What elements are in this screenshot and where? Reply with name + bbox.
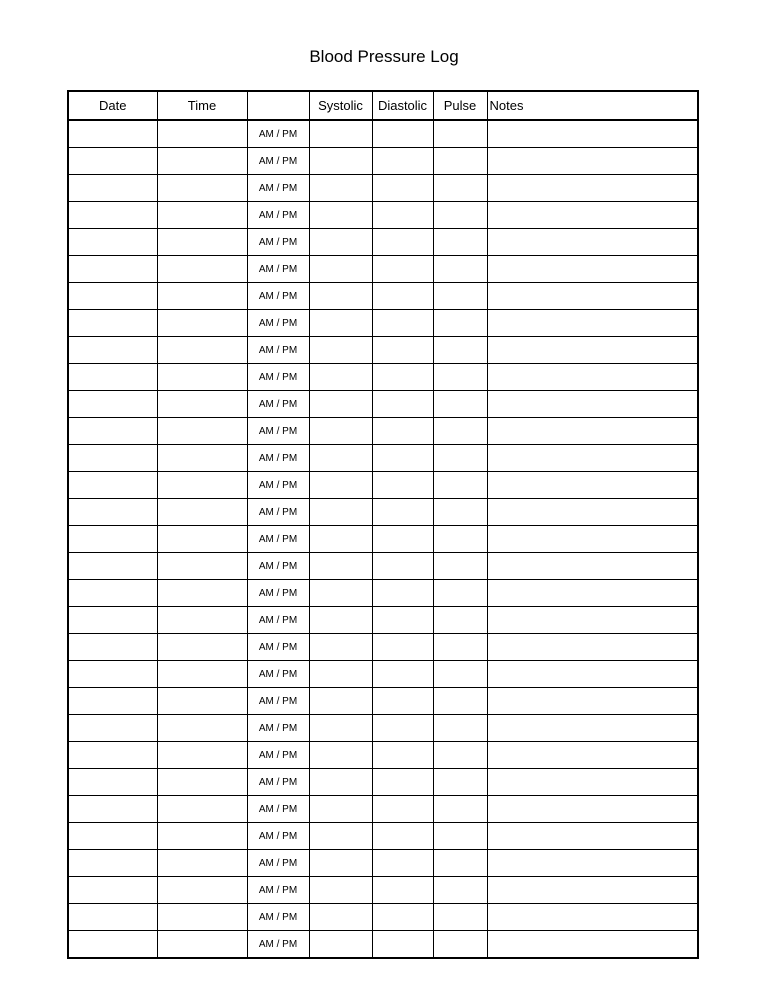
date-cell[interactable] (68, 877, 157, 904)
column-header-notes: Notes (487, 91, 698, 120)
time-cell[interactable] (157, 688, 247, 715)
date-cell[interactable] (68, 391, 157, 418)
diastolic-cell[interactable] (372, 850, 433, 877)
date-cell[interactable] (68, 742, 157, 769)
ampm-cell: AM / PM (247, 175, 309, 202)
ampm-cell: AM / PM (247, 391, 309, 418)
systolic-cell[interactable] (309, 202, 372, 229)
systolic-cell[interactable] (309, 120, 372, 148)
pulse-cell[interactable] (433, 256, 487, 283)
ampm-cell: AM / PM (247, 499, 309, 526)
table-row (68, 202, 698, 229)
time-cell[interactable] (157, 796, 247, 823)
column-header-date: Date (68, 91, 157, 120)
table-row (68, 688, 698, 715)
time-cell[interactable] (157, 229, 247, 256)
pulse-cell[interactable] (433, 229, 487, 256)
pulse-cell[interactable] (433, 120, 487, 148)
diastolic-cell[interactable] (372, 202, 433, 229)
pulse-cell[interactable] (433, 283, 487, 310)
notes-cell[interactable] (487, 796, 698, 823)
table-row (68, 634, 698, 661)
diastolic-cell[interactable] (372, 769, 433, 796)
notes-cell[interactable] (487, 580, 698, 607)
notes-cell[interactable] (487, 688, 698, 715)
systolic-cell[interactable] (309, 823, 372, 850)
pulse-cell[interactable] (433, 472, 487, 499)
date-cell[interactable] (68, 472, 157, 499)
pulse-cell[interactable] (433, 148, 487, 175)
time-cell[interactable] (157, 283, 247, 310)
notes-cell[interactable] (487, 877, 698, 904)
ampm-cell: AM / PM (247, 202, 309, 229)
pulse-cell[interactable] (433, 850, 487, 877)
date-cell[interactable] (68, 175, 157, 202)
time-cell[interactable] (157, 337, 247, 364)
diastolic-cell[interactable] (372, 120, 433, 148)
systolic-cell[interactable] (309, 931, 372, 959)
date-cell[interactable] (68, 607, 157, 634)
time-cell[interactable] (157, 526, 247, 553)
ampm-cell: AM / PM (247, 823, 309, 850)
systolic-cell[interactable] (309, 499, 372, 526)
diastolic-cell[interactable] (372, 445, 433, 472)
time-cell[interactable] (157, 715, 247, 742)
systolic-cell[interactable] (309, 580, 372, 607)
pulse-cell[interactable] (433, 904, 487, 931)
notes-cell[interactable] (487, 229, 698, 256)
date-cell[interactable] (68, 931, 157, 959)
pulse-cell[interactable] (433, 175, 487, 202)
ampm-cell: AM / PM (247, 553, 309, 580)
ampm-cell: AM / PM (247, 445, 309, 472)
systolic-cell[interactable] (309, 553, 372, 580)
systolic-cell[interactable] (309, 634, 372, 661)
diastolic-cell[interactable] (372, 391, 433, 418)
systolic-cell[interactable] (309, 526, 372, 553)
diastolic-cell[interactable] (372, 526, 433, 553)
date-cell[interactable] (68, 850, 157, 877)
time-cell[interactable] (157, 580, 247, 607)
diastolic-cell[interactable] (372, 283, 433, 310)
ampm-cell: AM / PM (247, 337, 309, 364)
ampm-cell: AM / PM (247, 688, 309, 715)
notes-cell[interactable] (487, 769, 698, 796)
table-row (68, 715, 698, 742)
date-cell[interactable] (68, 148, 157, 175)
ampm-cell: AM / PM (247, 769, 309, 796)
pulse-cell[interactable] (433, 796, 487, 823)
table-row (68, 769, 698, 796)
date-cell[interactable] (68, 904, 157, 931)
table-row (68, 823, 698, 850)
time-cell[interactable] (157, 499, 247, 526)
ampm-cell: AM / PM (247, 526, 309, 553)
table-row (68, 418, 698, 445)
blood-pressure-table (67, 90, 699, 959)
notes-cell[interactable] (487, 337, 698, 364)
date-cell[interactable] (68, 310, 157, 337)
date-cell[interactable] (68, 120, 157, 148)
diastolic-cell[interactable] (372, 418, 433, 445)
systolic-cell[interactable] (309, 877, 372, 904)
table-row (68, 526, 698, 553)
notes-cell[interactable] (487, 391, 698, 418)
notes-cell[interactable] (487, 553, 698, 580)
systolic-cell[interactable] (309, 337, 372, 364)
time-cell[interactable] (157, 148, 247, 175)
time-cell[interactable] (157, 877, 247, 904)
diastolic-cell[interactable] (372, 310, 433, 337)
ampm-cell: AM / PM (247, 850, 309, 877)
pulse-cell[interactable] (433, 499, 487, 526)
table-row (68, 904, 698, 931)
ampm-cell: AM / PM (247, 931, 309, 959)
table-row (68, 742, 698, 769)
ampm-cell: AM / PM (247, 904, 309, 931)
systolic-cell[interactable] (309, 796, 372, 823)
log-body (68, 120, 698, 958)
diastolic-cell[interactable] (372, 715, 433, 742)
systolic-cell[interactable] (309, 850, 372, 877)
ampm-cell: AM / PM (247, 607, 309, 634)
diastolic-cell[interactable] (372, 229, 433, 256)
pulse-cell[interactable] (433, 418, 487, 445)
time-cell[interactable] (157, 310, 247, 337)
date-cell[interactable] (68, 283, 157, 310)
systolic-cell[interactable] (309, 175, 372, 202)
notes-cell[interactable] (487, 202, 698, 229)
table-row (68, 364, 698, 391)
pulse-cell[interactable] (433, 742, 487, 769)
date-cell[interactable] (68, 202, 157, 229)
time-cell[interactable] (157, 742, 247, 769)
table-row (68, 175, 698, 202)
notes-cell[interactable] (487, 499, 698, 526)
diastolic-cell[interactable] (372, 148, 433, 175)
pulse-cell[interactable] (433, 823, 487, 850)
diastolic-cell[interactable] (372, 175, 433, 202)
table-row (68, 607, 698, 634)
diastolic-cell[interactable] (372, 931, 433, 959)
notes-cell[interactable] (487, 904, 698, 931)
notes-cell[interactable] (487, 931, 698, 959)
time-cell[interactable] (157, 661, 247, 688)
time-cell[interactable] (157, 445, 247, 472)
date-cell[interactable] (68, 337, 157, 364)
time-cell[interactable] (157, 931, 247, 959)
notes-cell[interactable] (487, 418, 698, 445)
time-cell[interactable] (157, 175, 247, 202)
systolic-cell[interactable] (309, 742, 372, 769)
systolic-cell[interactable] (309, 769, 372, 796)
diastolic-cell[interactable] (372, 580, 433, 607)
diastolic-cell[interactable] (372, 796, 433, 823)
time-cell[interactable] (157, 850, 247, 877)
table-row (68, 120, 698, 148)
column-header-pulse: Pulse (433, 91, 487, 120)
notes-cell[interactable] (487, 742, 698, 769)
notes-cell[interactable] (487, 526, 698, 553)
time-cell[interactable] (157, 769, 247, 796)
systolic-cell[interactable] (309, 310, 372, 337)
time-cell[interactable] (157, 364, 247, 391)
date-cell[interactable] (68, 364, 157, 391)
systolic-cell[interactable] (309, 391, 372, 418)
notes-cell[interactable] (487, 283, 698, 310)
pulse-cell[interactable] (433, 877, 487, 904)
time-cell[interactable] (157, 472, 247, 499)
pulse-cell[interactable] (433, 580, 487, 607)
notes-cell[interactable] (487, 256, 698, 283)
pulse-cell[interactable] (433, 310, 487, 337)
notes-cell[interactable] (487, 445, 698, 472)
table-row (68, 796, 698, 823)
diastolic-cell[interactable] (372, 742, 433, 769)
systolic-cell[interactable] (309, 148, 372, 175)
table-row (68, 283, 698, 310)
ampm-cell: AM / PM (247, 634, 309, 661)
time-cell[interactable] (157, 607, 247, 634)
date-cell[interactable] (68, 445, 157, 472)
diastolic-cell[interactable] (372, 634, 433, 661)
pulse-cell[interactable] (433, 202, 487, 229)
table-row (68, 499, 698, 526)
date-cell[interactable] (68, 580, 157, 607)
diastolic-cell[interactable] (372, 688, 433, 715)
date-cell[interactable] (68, 688, 157, 715)
time-cell[interactable] (157, 202, 247, 229)
notes-cell[interactable] (487, 715, 698, 742)
diastolic-cell[interactable] (372, 364, 433, 391)
column-header-ampm (247, 91, 309, 120)
date-cell[interactable] (68, 526, 157, 553)
ampm-cell: AM / PM (247, 742, 309, 769)
pulse-cell[interactable] (433, 715, 487, 742)
diastolic-cell[interactable] (372, 472, 433, 499)
date-cell[interactable] (68, 418, 157, 445)
pulse-cell[interactable] (433, 634, 487, 661)
systolic-cell[interactable] (309, 256, 372, 283)
column-header-time: Time (157, 91, 247, 120)
systolic-cell[interactable] (309, 364, 372, 391)
systolic-cell[interactable] (309, 445, 372, 472)
pulse-cell[interactable] (433, 337, 487, 364)
time-cell[interactable] (157, 823, 247, 850)
systolic-cell[interactable] (309, 229, 372, 256)
pulse-cell[interactable] (433, 931, 487, 959)
pulse-cell[interactable] (433, 769, 487, 796)
ampm-cell: AM / PM (247, 256, 309, 283)
time-cell[interactable] (157, 904, 247, 931)
diastolic-cell[interactable] (372, 256, 433, 283)
pulse-cell[interactable] (433, 391, 487, 418)
diastolic-cell[interactable] (372, 823, 433, 850)
diastolic-cell[interactable] (372, 661, 433, 688)
systolic-cell[interactable] (309, 472, 372, 499)
table-row (68, 445, 698, 472)
pulse-cell[interactable] (433, 526, 487, 553)
diastolic-cell[interactable] (372, 904, 433, 931)
ampm-cell: AM / PM (247, 418, 309, 445)
notes-cell[interactable] (487, 823, 698, 850)
date-cell[interactable] (68, 229, 157, 256)
systolic-cell[interactable] (309, 607, 372, 634)
ampm-cell: AM / PM (247, 364, 309, 391)
table-row (68, 337, 698, 364)
time-cell[interactable] (157, 256, 247, 283)
date-cell[interactable] (68, 715, 157, 742)
notes-cell[interactable] (487, 148, 698, 175)
ampm-cell: AM / PM (247, 229, 309, 256)
notes-cell[interactable] (487, 850, 698, 877)
ampm-cell: AM / PM (247, 283, 309, 310)
pulse-cell[interactable] (433, 553, 487, 580)
time-cell[interactable] (157, 634, 247, 661)
date-cell[interactable] (68, 256, 157, 283)
ampm-cell: AM / PM (247, 715, 309, 742)
systolic-cell[interactable] (309, 661, 372, 688)
ampm-cell: AM / PM (247, 796, 309, 823)
ampm-cell: AM / PM (247, 120, 309, 148)
ampm-cell: AM / PM (247, 148, 309, 175)
table-row (68, 148, 698, 175)
systolic-cell[interactable] (309, 418, 372, 445)
table-row (68, 472, 698, 499)
systolic-cell[interactable] (309, 283, 372, 310)
notes-cell[interactable] (487, 607, 698, 634)
table-row (68, 850, 698, 877)
table-row (68, 391, 698, 418)
table-row (68, 931, 698, 959)
page-title: Blood Pressure Log (309, 47, 459, 66)
notes-cell[interactable] (487, 364, 698, 391)
diastolic-cell[interactable] (372, 499, 433, 526)
table-row (68, 310, 698, 337)
notes-cell[interactable] (487, 310, 698, 337)
table-row (68, 553, 698, 580)
pulse-cell[interactable] (433, 661, 487, 688)
date-cell[interactable] (68, 499, 157, 526)
date-cell[interactable] (68, 769, 157, 796)
pulse-cell[interactable] (433, 445, 487, 472)
diastolic-cell[interactable] (372, 607, 433, 634)
systolic-cell[interactable] (309, 904, 372, 931)
date-cell[interactable] (68, 796, 157, 823)
notes-cell[interactable] (487, 120, 698, 148)
table-row (68, 580, 698, 607)
pulse-cell[interactable] (433, 607, 487, 634)
diastolic-cell[interactable] (372, 337, 433, 364)
date-cell[interactable] (68, 553, 157, 580)
ampm-cell: AM / PM (247, 472, 309, 499)
notes-cell[interactable] (487, 661, 698, 688)
ampm-cell: AM / PM (247, 877, 309, 904)
date-cell[interactable] (68, 823, 157, 850)
column-header-diastolic: Diastolic (372, 91, 433, 120)
notes-cell[interactable] (487, 472, 698, 499)
time-cell[interactable] (157, 553, 247, 580)
systolic-cell[interactable] (309, 715, 372, 742)
diastolic-cell[interactable] (372, 877, 433, 904)
ampm-cell: AM / PM (247, 661, 309, 688)
column-header-systolic: Systolic (309, 91, 372, 120)
time-cell[interactable] (157, 391, 247, 418)
header-row (68, 91, 698, 120)
table-row (68, 256, 698, 283)
table-row (68, 229, 698, 256)
time-cell[interactable] (157, 120, 247, 148)
notes-cell[interactable] (487, 634, 698, 661)
notes-cell[interactable] (487, 175, 698, 202)
table-row (68, 877, 698, 904)
time-cell[interactable] (157, 418, 247, 445)
systolic-cell[interactable] (309, 688, 372, 715)
pulse-cell[interactable] (433, 688, 487, 715)
date-cell[interactable] (68, 634, 157, 661)
pulse-cell[interactable] (433, 364, 487, 391)
ampm-cell: AM / PM (247, 580, 309, 607)
date-cell[interactable] (68, 661, 157, 688)
diastolic-cell[interactable] (372, 553, 433, 580)
ampm-cell: AM / PM (247, 310, 309, 337)
table-row (68, 661, 698, 688)
